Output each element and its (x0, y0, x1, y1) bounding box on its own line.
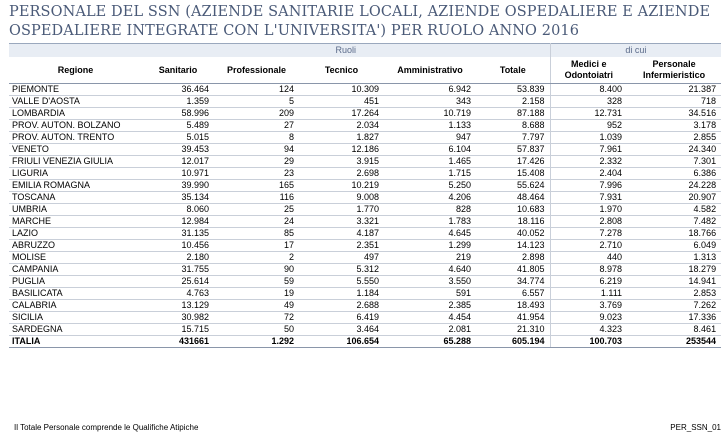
table-row (9, 168, 721, 180)
region-cell: SICILIA (9, 312, 142, 324)
col-header-totale: Totale (476, 57, 550, 84)
value-cell: 10.971 (142, 168, 214, 180)
table-row (9, 204, 721, 216)
value-cell: 5.015 (142, 132, 214, 144)
region-cell: ABRUZZO (9, 240, 142, 252)
region-cell: VENETO (9, 144, 142, 156)
value-cell: 3.321 (299, 216, 384, 228)
value-cell: 3.915 (299, 156, 384, 168)
value-cell: 94 (214, 144, 299, 156)
title-line-1: PERSONALE DEL SSN (AZIENDE SANITARIE LOCALI, AZIENDE OSPEDALIERE E AZIENDE (9, 4, 711, 20)
value-cell: 952 (550, 120, 627, 132)
value-cell: 48.464 (476, 192, 550, 204)
value-cell: 87.188 (476, 108, 550, 120)
region-cell: PROV. AUTON. TRENTO (9, 132, 142, 144)
col-header-amministrativo: Amministrativo (384, 57, 476, 84)
value-cell: 124 (214, 84, 299, 96)
region-cell: UMBRIA (9, 204, 142, 216)
table-row (9, 300, 721, 312)
value-cell: 1.465 (384, 156, 476, 168)
value-cell: 9.023 (550, 312, 627, 324)
document-title (9, 3, 721, 41)
table-row (9, 276, 721, 288)
value-cell: 13.129 (142, 300, 214, 312)
value-cell: 2.385 (384, 300, 476, 312)
region-cell: PUGLIA (9, 276, 142, 288)
value-cell: 1.827 (299, 132, 384, 144)
value-cell: 40.052 (476, 228, 550, 240)
value-cell: 29 (214, 156, 299, 168)
value-cell: 1.313 (627, 252, 721, 264)
region-cell: PROV. AUTON. BOLZANO (9, 120, 142, 132)
value-cell: 2.698 (299, 168, 384, 180)
value-cell: 10.719 (384, 108, 476, 120)
table-row (9, 288, 721, 300)
value-cell: 1.299 (384, 240, 476, 252)
value-cell: 55.624 (476, 180, 550, 192)
value-cell: 106.654 (299, 336, 384, 348)
table-row (9, 264, 721, 276)
value-cell: 7.482 (627, 216, 721, 228)
value-cell: 85 (214, 228, 299, 240)
personnel-table (9, 43, 721, 348)
value-cell: 12.731 (550, 108, 627, 120)
value-cell: 25.614 (142, 276, 214, 288)
value-cell: 4.454 (384, 312, 476, 324)
value-cell: 828 (384, 204, 476, 216)
value-cell: 21.310 (476, 324, 550, 336)
value-cell: 4.187 (299, 228, 384, 240)
value-cell: 2.158 (476, 96, 550, 108)
value-cell: 58.996 (142, 108, 214, 120)
value-cell: 90 (214, 264, 299, 276)
value-cell: 328 (550, 96, 627, 108)
value-cell: 17 (214, 240, 299, 252)
value-cell: 5.550 (299, 276, 384, 288)
value-cell: 8.461 (627, 324, 721, 336)
footer-code: PER_SSN_01 (670, 423, 721, 432)
value-cell: 2.853 (627, 288, 721, 300)
value-cell: 31.755 (142, 264, 214, 276)
value-cell: 100.703 (550, 336, 627, 348)
table-row (9, 108, 721, 120)
col-header-regione: Regione (9, 57, 142, 84)
value-cell: 35.134 (142, 192, 214, 204)
value-cell: 2.898 (476, 252, 550, 264)
value-cell: 7.797 (476, 132, 550, 144)
value-cell: 36.464 (142, 84, 214, 96)
region-cell: EMILIA ROMAGNA (9, 180, 142, 192)
group-ruoli: Ruoli (142, 44, 550, 58)
value-cell: 4.645 (384, 228, 476, 240)
value-cell: 219 (384, 252, 476, 264)
value-cell: 10.309 (299, 84, 384, 96)
value-cell: 50 (214, 324, 299, 336)
value-cell: 17.264 (299, 108, 384, 120)
value-cell: 41.954 (476, 312, 550, 324)
table-row (9, 228, 721, 240)
col-header-tecnico: Tecnico (299, 57, 384, 84)
total-row (9, 336, 721, 348)
value-cell: 25 (214, 204, 299, 216)
col-header-medici: Medici e Odontoiatri (550, 57, 627, 84)
value-cell: 2.351 (299, 240, 384, 252)
value-cell: 253544 (627, 336, 721, 348)
value-cell: 3.178 (627, 120, 721, 132)
value-cell: 39.453 (142, 144, 214, 156)
value-cell: 27 (214, 120, 299, 132)
region-cell: MOLISE (9, 252, 142, 264)
column-header-row (9, 57, 721, 84)
value-cell: 718 (627, 96, 721, 108)
value-cell: 4.763 (142, 288, 214, 300)
group-spacer (9, 44, 142, 58)
value-cell: 49 (214, 300, 299, 312)
value-cell: 1.292 (214, 336, 299, 348)
region-cell: CAMPANIA (9, 264, 142, 276)
value-cell: 18.279 (627, 264, 721, 276)
value-cell: 7.961 (550, 144, 627, 156)
value-cell: 6.386 (627, 168, 721, 180)
title-line-2: OSPEDALIERE INTEGRATE CON L'UNIVERSITA') PER RUOLO ANNO 2016 (9, 23, 580, 39)
value-cell: 2.180 (142, 252, 214, 264)
value-cell: 2.404 (550, 168, 627, 180)
value-cell: 5.250 (384, 180, 476, 192)
value-cell: 4.206 (384, 192, 476, 204)
value-cell: 18.766 (627, 228, 721, 240)
value-cell: 5.489 (142, 120, 214, 132)
col-header-professionale: Professionale (214, 57, 299, 84)
region-cell: BASILICATA (9, 288, 142, 300)
value-cell: 165 (214, 180, 299, 192)
value-cell: 343 (384, 96, 476, 108)
table-row (9, 192, 721, 204)
table-row (9, 240, 721, 252)
value-cell: 34.516 (627, 108, 721, 120)
value-cell: 41.805 (476, 264, 550, 276)
value-cell: 2.808 (550, 216, 627, 228)
value-cell: 6.419 (299, 312, 384, 324)
value-cell: 209 (214, 108, 299, 120)
value-cell: 8.400 (550, 84, 627, 96)
value-cell: 20.907 (627, 192, 721, 204)
value-cell: 497 (299, 252, 384, 264)
value-cell: 116 (214, 192, 299, 204)
region-cell: ITALIA (9, 336, 142, 348)
region-cell: MARCHE (9, 216, 142, 228)
value-cell: 8.978 (550, 264, 627, 276)
value-cell: 18.493 (476, 300, 550, 312)
table-row (9, 132, 721, 144)
value-cell: 2.710 (550, 240, 627, 252)
region-cell: TOSCANA (9, 192, 142, 204)
value-cell: 1.039 (550, 132, 627, 144)
value-cell: 2 (214, 252, 299, 264)
value-cell: 59 (214, 276, 299, 288)
value-cell: 6.049 (627, 240, 721, 252)
value-cell: 39.990 (142, 180, 214, 192)
value-cell: 2.332 (550, 156, 627, 168)
value-cell: 1.783 (384, 216, 476, 228)
table-row (9, 84, 721, 96)
table-row (9, 156, 721, 168)
region-cell: FRIULI VENEZIA GIULIA (9, 156, 142, 168)
value-cell: 15.715 (142, 324, 214, 336)
value-cell: 53.839 (476, 84, 550, 96)
value-cell: 31.135 (142, 228, 214, 240)
value-cell: 1.184 (299, 288, 384, 300)
value-cell: 5.312 (299, 264, 384, 276)
region-cell: PIEMONTE (9, 84, 142, 96)
value-cell: 24.340 (627, 144, 721, 156)
value-cell: 72 (214, 312, 299, 324)
footer-note: Il Totale Personale comprende le Qualifiche Atipiche (14, 423, 199, 432)
value-cell: 4.640 (384, 264, 476, 276)
value-cell: 1.970 (550, 204, 627, 216)
value-cell: 4.323 (550, 324, 627, 336)
value-cell: 8 (214, 132, 299, 144)
table-row (9, 216, 721, 228)
value-cell: 1.770 (299, 204, 384, 216)
value-cell: 605.194 (476, 336, 550, 348)
value-cell: 7.301 (627, 156, 721, 168)
table-row (9, 144, 721, 156)
value-cell: 1.715 (384, 168, 476, 180)
region-cell: LIGURIA (9, 168, 142, 180)
region-cell: VALLE D'AOSTA (9, 96, 142, 108)
value-cell: 2.688 (299, 300, 384, 312)
value-cell: 3.550 (384, 276, 476, 288)
value-cell: 14.123 (476, 240, 550, 252)
table-row (9, 120, 721, 132)
value-cell: 6.104 (384, 144, 476, 156)
table-row (9, 96, 721, 108)
value-cell: 30.982 (142, 312, 214, 324)
value-cell: 14.941 (627, 276, 721, 288)
table-body (9, 84, 721, 348)
value-cell: 2.081 (384, 324, 476, 336)
value-cell: 15.408 (476, 168, 550, 180)
value-cell: 23 (214, 168, 299, 180)
value-cell: 7.262 (627, 300, 721, 312)
value-cell: 19 (214, 288, 299, 300)
value-cell: 34.774 (476, 276, 550, 288)
value-cell: 6.219 (550, 276, 627, 288)
value-cell: 8.060 (142, 204, 214, 216)
value-cell: 1.111 (550, 288, 627, 300)
value-cell: 440 (550, 252, 627, 264)
value-cell: 6.942 (384, 84, 476, 96)
value-cell: 12.984 (142, 216, 214, 228)
value-cell: 10.683 (476, 204, 550, 216)
value-cell: 65.288 (384, 336, 476, 348)
value-cell: 451 (299, 96, 384, 108)
value-cell: 12.017 (142, 156, 214, 168)
value-cell: 7.996 (550, 180, 627, 192)
value-cell: 2.855 (627, 132, 721, 144)
value-cell: 1.133 (384, 120, 476, 132)
table-row (9, 312, 721, 324)
column-group-row (9, 44, 721, 58)
region-cell: LAZIO (9, 228, 142, 240)
value-cell: 12.186 (299, 144, 384, 156)
value-cell: 21.387 (627, 84, 721, 96)
region-cell: LOMBARDIA (9, 108, 142, 120)
region-cell: CALABRIA (9, 300, 142, 312)
value-cell: 17.426 (476, 156, 550, 168)
table-row (9, 324, 721, 336)
value-cell: 9.008 (299, 192, 384, 204)
value-cell: 4.582 (627, 204, 721, 216)
value-cell: 57.837 (476, 144, 550, 156)
table-row (9, 252, 721, 264)
value-cell: 24 (214, 216, 299, 228)
value-cell: 947 (384, 132, 476, 144)
group-di-cui: di cui (550, 44, 721, 58)
value-cell: 5 (214, 96, 299, 108)
table-row (9, 180, 721, 192)
value-cell: 18.116 (476, 216, 550, 228)
value-cell: 6.557 (476, 288, 550, 300)
value-cell: 431661 (142, 336, 214, 348)
col-header-infermieristico: Personale Infermieristico (627, 57, 721, 84)
value-cell: 7.278 (550, 228, 627, 240)
value-cell: 591 (384, 288, 476, 300)
value-cell: 17.336 (627, 312, 721, 324)
value-cell: 10.456 (142, 240, 214, 252)
region-cell: SARDEGNA (9, 324, 142, 336)
value-cell: 3.464 (299, 324, 384, 336)
value-cell: 8.688 (476, 120, 550, 132)
value-cell: 7.931 (550, 192, 627, 204)
value-cell: 2.034 (299, 120, 384, 132)
value-cell: 24.228 (627, 180, 721, 192)
value-cell: 10.219 (299, 180, 384, 192)
value-cell: 1.359 (142, 96, 214, 108)
col-header-sanitario: Sanitario (142, 57, 214, 84)
value-cell: 3.769 (550, 300, 627, 312)
